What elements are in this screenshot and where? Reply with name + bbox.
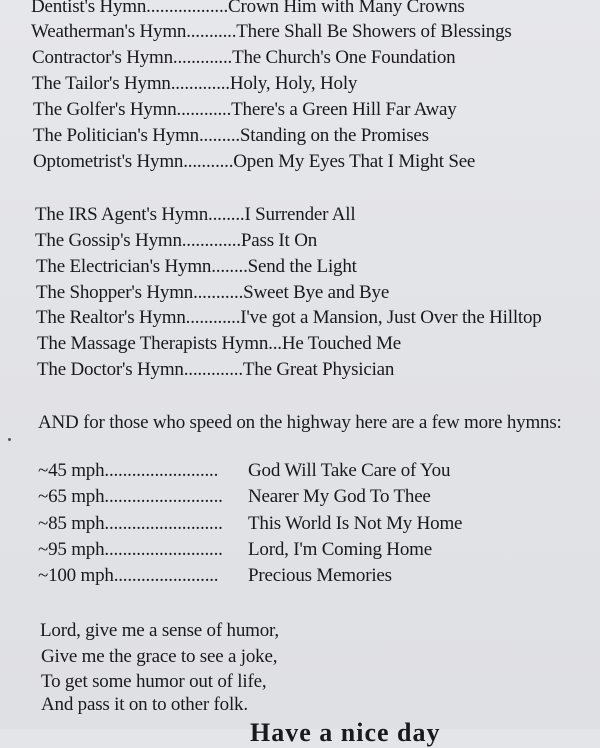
hymn-line-golfer: The Golfer's Hymn............There's a Green Hill Far Away: [33, 99, 457, 120]
speed-label: ~95 mph..........................: [38, 539, 223, 560]
footer-cut-off: Have a nice day: [250, 718, 441, 747]
prayer-line: Lord, give me a sense of humor,: [40, 620, 279, 641]
speed-label: ~100 mph.......................: [38, 565, 219, 586]
speed-hymn-row: [38, 565, 392, 587]
speed-hymn-row: [38, 539, 432, 561]
hymn-line-dentist: Dentist's Hymn..................Crown Him with Many Crowns: [31, 0, 465, 17]
hymn-line-tailor: The Tailor's Hymn.............Holy, Holy, Holy: [32, 73, 358, 94]
speed-hymn-title: This World Is Not My Home: [248, 513, 463, 534]
speed-hymn-row: [38, 460, 450, 482]
speed-hymn-row: [38, 513, 462, 535]
speed-hymn-title: Lord, I'm Coming Home: [248, 539, 432, 560]
hymn-line-massage-therapist: The Massage Therapists Hymn...He Touched Me: [37, 333, 402, 354]
speed-hymn-title: Precious Memories: [248, 565, 392, 586]
speed-hymn-title: God Will Take Care of You: [248, 460, 451, 481]
hymn-line-optometrist: Optometrist's Hymn...........Open My Eyes That I Might See: [33, 151, 476, 172]
hymn-line-realtor: The Realtor's Hymn............I've got a Mansion, Just Over the Hilltop: [36, 307, 542, 328]
hymn-line-gossip: The Gossip's Hymn.............Pass It On: [35, 230, 318, 251]
speed-label: ~65 mph..........................: [38, 486, 223, 507]
highway-intro: AND for those who speed on the highway here are a few more hymns:: [38, 412, 562, 433]
hymn-line-electrician: The Electrician's Hymn........Send the Light: [36, 256, 357, 277]
speed-label: ~45 mph.........................: [38, 460, 219, 481]
prayer-line: Give me the grace to see a joke,: [41, 646, 278, 667]
hymn-line-doctor: The Doctor's Hymn.............The Great Physician: [37, 359, 395, 380]
hymn-line-shopper: The Shopper's Hymn...........Sweet Bye and Bye: [36, 282, 390, 303]
speed-hymn-row: [38, 486, 431, 508]
hymn-line-weatherman: Weatherman's Hymn...........There Shall Be Showers of Blessings: [31, 21, 512, 42]
speed-label: ~85 mph..........................: [38, 513, 223, 534]
hymn-line-politician: The Politician's Hymn.........Standing on the Promises: [33, 125, 429, 146]
prayer-line: To get some humor out of life,: [41, 671, 267, 692]
hymn-line-irs-agent: The IRS Agent's Hymn........I Surrender All: [35, 204, 356, 225]
speck: [8, 438, 11, 441]
speed-hymn-title: Nearer My God To Thee: [248, 486, 431, 507]
hymn-line-contractor: Contractor's Hymn.............The Church's One Foundation: [32, 47, 456, 68]
prayer-line: And pass it on to other folk.: [41, 694, 248, 715]
